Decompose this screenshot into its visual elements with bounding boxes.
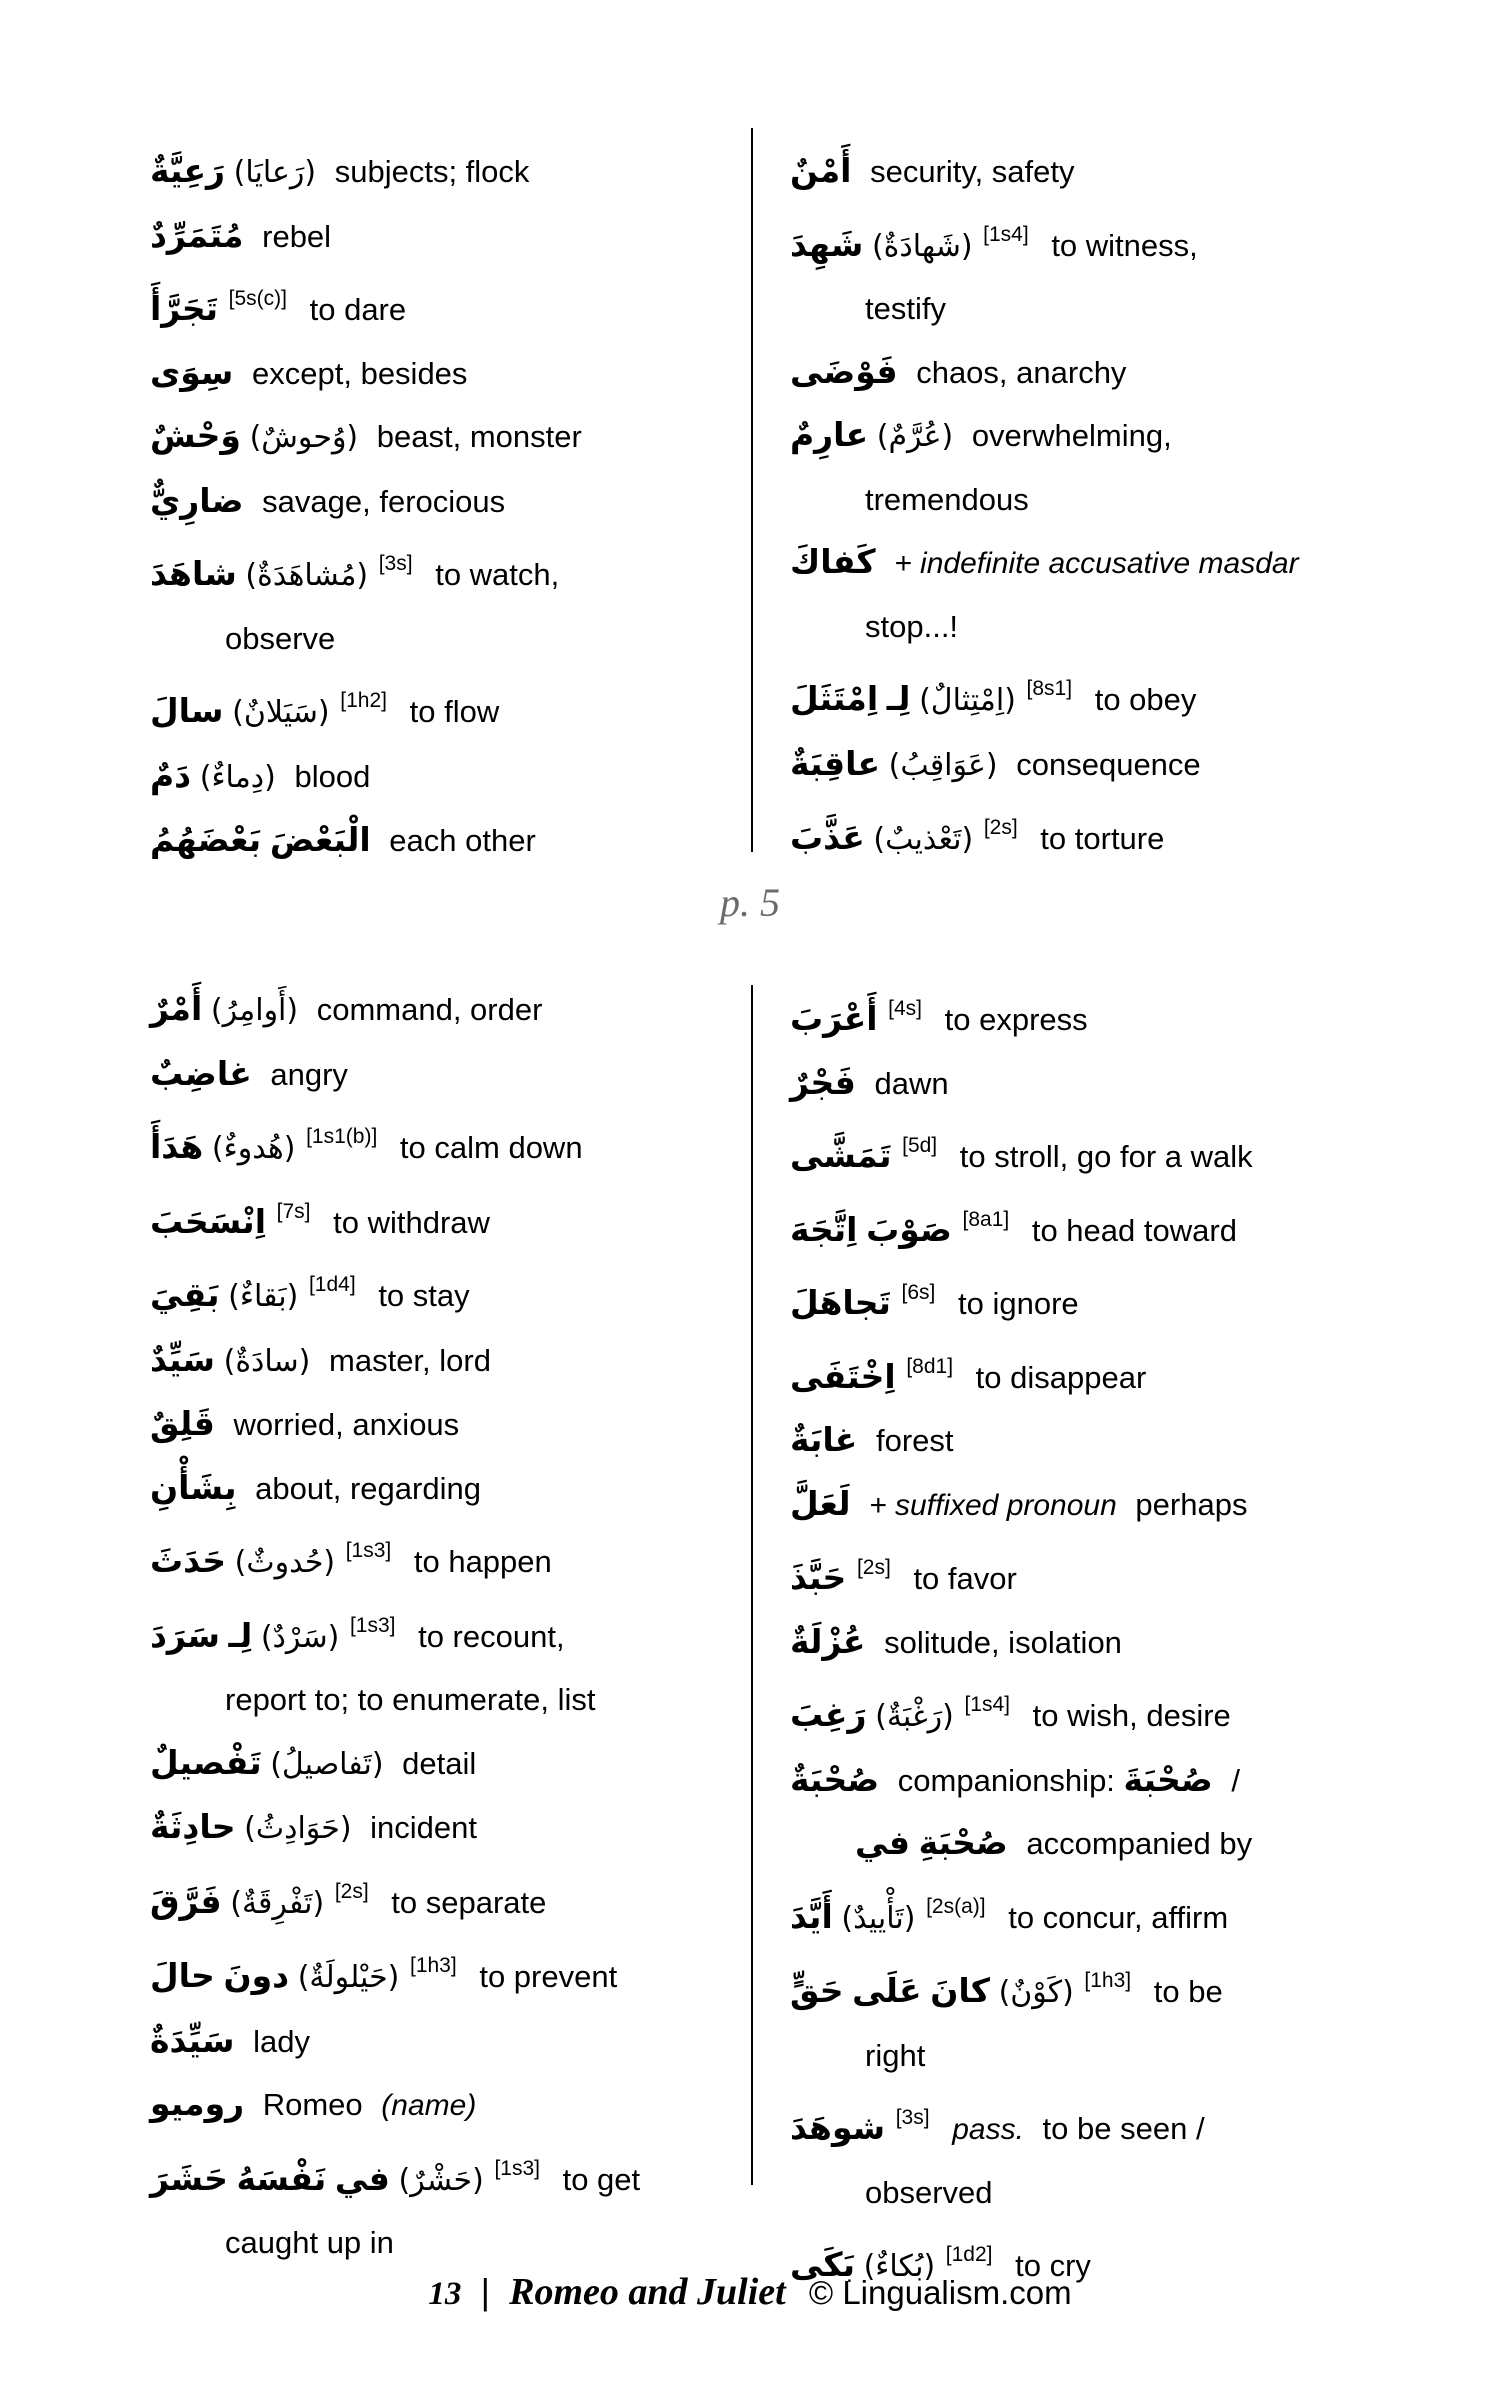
arabic-headword: ضارِيٌّ [150,480,244,520]
arabic-headword: صُحْبَةٌ [790,1759,880,1799]
english-gloss: master, lord [329,1342,491,1378]
english-gloss: overwhelming, [971,418,1172,453]
arabic-headword: كَفاكَ [790,542,876,581]
arabic-plural-paren: (كَوْنٌ) [998,1975,1074,2010]
arabic-headword: شوهَدَ [790,2108,886,2147]
verb-form-tag: [4s] [888,997,923,1020]
arabic-headword: اِتَّجَهَ [790,1209,858,1249]
vocab-entry [150,1732,750,1797]
arabic-plural-paren: (عَوَاقِبُ) [888,747,998,783]
english-gloss: to calm down [399,1130,583,1165]
arabic-headword: اِمْتَثَلَ [790,679,879,718]
vocab-entry [150,1796,750,1861]
arabic-headword: قَلِقٌ [150,1404,215,1443]
arabic-headword: صَوْبَ [866,1209,952,1249]
arabic-headword: أَيَّدَ [790,1896,833,1936]
arabic-headword: رَغِبَ [790,1695,867,1734]
arabic-plural-paren: (تَفاصيلُ) [270,1746,384,1782]
english-gloss: to ignore [958,1286,1079,1321]
vocab-section-1-right-column [790,140,1455,872]
english-gloss: except, besides [252,355,468,391]
arabic-headword: بَعْضَهُمُ [150,820,262,859]
english-gloss: blood [294,758,371,794]
arabic-headword: عَذَّبَ [790,818,865,857]
vocab-entry [790,204,1455,341]
english-gloss: to dare [309,292,407,327]
vocab-entry [150,1457,750,1521]
arabic-headword: في [334,2158,390,2198]
verb-form-tag: [1s4] [964,1693,1010,1716]
arabic-headword: بَقِيَ [150,1275,220,1314]
english-gloss: accompanied by [1026,1826,1253,1861]
copyright-text: © Lingualism.com [808,2274,1072,2311]
english-gloss: to head toward [1031,1212,1237,1248]
verb-form-tag: [2s] [334,1879,369,1903]
vocab-entry [790,1409,1455,1473]
arabic-headword: روميو [150,2084,245,2123]
arabic-plural-paren: (شَهادَةٌ) [871,228,973,264]
english-gloss: angry [270,1056,348,1092]
vocab-entry [150,745,750,810]
verb-form-tag: [1s3] [494,2156,540,2180]
english-gloss: solitude, isolation [884,1624,1122,1660]
vocab-entry [790,2087,1455,2224]
english-gloss: to watch, [435,557,560,592]
arabic-plural-paren: (عُرَّمٌ) [876,419,954,454]
arabic-headword: شاهَدَ [150,554,237,593]
vocab-entry [790,1336,1455,1410]
english-gloss: companionship: [897,1762,1115,1798]
verb-form-tag: [1d2] [945,2243,993,2266]
arabic-headword: بِشَأْنِ [150,1467,237,1507]
arabic-headword: عُزْلَةٌ [790,1621,866,1661]
verb-form-tag: [8a1] [962,1207,1010,1231]
arabic-headword: حَشَرَ [150,2158,228,2198]
vocab-entry [150,1861,750,1936]
vocab-entry [790,1674,1455,1749]
arabic-headword: رَعِيَّةٌ [150,151,226,190]
verb-form-tag: [2s(a)] [926,1894,986,1918]
verb-form-tag: [8s1] [1026,677,1073,700]
arabic-headword: سَرَدَ [150,1615,220,1655]
arabic-headword: غابَةٌ [790,1420,858,1459]
vocab-entry [150,1393,750,1457]
arabic-plural-paren: (هُدوءٌ) [211,1131,296,1166]
vocab-entry [150,1254,750,1329]
vocab-entry [790,341,1455,405]
english-gloss: perhaps [1135,1486,1248,1522]
verb-form-tag: [3s] [378,552,413,575]
arabic-headword: صُحْبَةَ [1123,1759,1213,1799]
arabic-plural-paren: (رَعايَا) [233,155,317,190]
vocab-entry [790,797,1455,872]
verb-form-tag: [5d] [902,1134,938,1157]
english-gloss: tremendous [865,481,1029,517]
vocab-entry [790,733,1455,798]
english-gloss: to separate [391,1884,547,1920]
arabic-headword: اِخْتَفَى [790,1356,896,1396]
arabic-plural-paren: (سادَةٌ) [223,1343,311,1379]
arabic-headword: تَفْصيلٌ [150,1742,262,1782]
arabic-headword: في [855,1823,910,1862]
arabic-plural-paren: (حَشْرٌ) [398,2162,484,2198]
verb-form-tag: [1s3] [349,1613,396,1637]
grammar-note: + indefinite accusative masdar [894,547,1299,580]
english-gloss: dawn [874,1065,949,1101]
vocab-entry [150,2073,750,2138]
arabic-headword: دونَ [223,1956,290,1995]
verb-form-tag: [3s] [895,2106,930,2129]
english-gloss: to be seen / [1042,2111,1205,2146]
arabic-plural-paren: (مُشاهَدَةٌ) [245,558,369,593]
arabic-headword: مُتَمَرِّدٌ [150,215,244,255]
arabic-plural-paren: (تَعْذيبٌ) [873,822,974,857]
vocab-entry [790,1052,1455,1116]
vocab-entry [790,1950,1455,2087]
vocab-entry [150,140,750,205]
english-gloss: to get [562,2161,641,2197]
english-gloss: to recount, [418,1618,565,1654]
english-gloss: forest [875,1423,954,1458]
vocab-entry [150,1181,750,1255]
verb-form-tag: [7s] [276,1199,311,1223]
vocab-entry [150,1935,750,2010]
arabic-headword: أَمْنٌ [790,151,852,190]
verb-form-tag: [1s3] [345,1539,392,1562]
vocab-entry [790,1749,1455,1876]
arabic-plural-paren: (بَقاءٌ) [228,1279,299,1314]
arabic-headword: كانَ [930,1971,990,2010]
vocab-entry [150,470,750,534]
vocab-entry [150,978,750,1043]
verb-form-tag: [1h2] [340,689,387,712]
vocab-entry [150,1329,750,1394]
footer-separator: | [480,2271,490,2312]
arabic-headword: أَعْرَبَ [790,999,878,1038]
arabic-headword: سَيِّدٌ [150,1339,215,1379]
vocab-entry [150,405,750,470]
verb-form-tag: [1h3] [1084,1969,1132,1992]
english-gloss: stop...! [865,608,959,644]
vocab-entry [790,531,1455,658]
verb-form-tag: [2s] [856,1556,891,1579]
arabic-headword: حَبَّذَ [790,1558,847,1597]
arabic-plural-paren: (حَوَادِثُ) [244,1811,352,1846]
arabic-headword: اِنْسَحَبَ [150,1201,266,1241]
english-gloss: testify [865,291,946,326]
arabic-headword: حَقٍّ [790,1971,844,2010]
arabic-headword: سالَ [150,691,224,730]
vocab-entry [150,342,750,406]
arabic-headword: تَجَرَّأَ [150,289,219,328]
english-gloss: observed [865,2174,993,2210]
english-gloss: rebel [262,218,332,254]
column-divider [751,985,753,2185]
grammar-note: + suffixed pronoun [869,1488,1117,1522]
vocab-entry [790,1473,1455,1538]
arabic-headword: لِـ [886,679,911,718]
arabic-plural-paren: (رَغْبَةٌ) [875,1699,954,1734]
arabic-headword: غاضِبٌ [150,1053,252,1093]
vocab-entry [790,1876,1455,1951]
arabic-headword: تَمَشَّى [790,1136,892,1175]
arabic-headword: لِـ [228,1615,253,1655]
arabic-headword: شَهِدَ [790,224,864,264]
english-gloss: security, safety [870,154,1075,189]
arabic-plural-paren: (وُحوشٌ) [249,420,359,455]
vocab-entry [790,978,1455,1052]
english-gloss: lady [253,2023,310,2059]
english-gloss: to express [944,1002,1088,1037]
vocab-entry [790,1262,1455,1336]
arabic-headword: فَوْضَى [790,351,898,391]
verb-form-tag: [1s4] [983,222,1029,246]
arabic-plural-paren: (اِمْتِثالٌ) [919,683,1016,718]
arabic-headword: فَرَّقَ [150,1881,222,1921]
english-gloss: to obey [1094,682,1197,717]
arabic-headword: لَعَلَّ [790,1483,851,1523]
english-gloss: incident [370,1810,478,1845]
vocab-section-2-right-column [790,978,1455,2299]
english-gloss: subjects; flock [334,154,530,189]
arabic-plural-paren: (أَوامِرُ) [210,993,299,1028]
verb-form-tag: [2s] [983,816,1018,839]
arabic-plural-paren: (تَأْييدٌ) [841,1900,916,1936]
arabic-plural-paren: (دِماءٌ) [199,759,276,795]
arabic-headword: وَحْشٌ [150,416,241,455]
english-gloss: to favor [913,1561,1017,1596]
english-gloss: to torture [1040,821,1165,856]
vocab-entry [150,268,750,342]
vocab-entry [150,670,750,745]
arabic-headword: عَلَى [852,1971,922,2010]
vocab-entry [150,2138,750,2275]
arabic-headword: أَمْرٌ [150,989,203,1028]
arabic-headword: بَكَى [790,2245,855,2284]
arabic-plural-paren: (سَيَلانٌ) [232,695,330,730]
arabic-headword: نَفْسَهُ [236,2158,327,2198]
vocab-entry [150,1595,750,1732]
arabic-headword: عارِمٌ [790,415,869,454]
english-gloss: chaos, anarchy [916,354,1127,390]
arabic-headword: الْبَعْضَ [269,820,371,859]
vocab-entry [790,1115,1455,1189]
english-gloss: consequence [1016,746,1201,782]
english-gloss: caught up in [225,2225,394,2260]
vocab-section-1-left-column [150,140,750,873]
english-gloss: to flow [409,694,500,729]
verb-form-tag: [5s(c)] [228,287,287,310]
english-gloss: to stay [378,1278,470,1313]
arabic-plural-paren: (حُدوثٌ) [234,1545,336,1580]
arabic-headword: هَدَأَ [150,1127,204,1166]
vocab-entry [150,1043,750,1107]
english-gloss: observe [225,620,336,656]
english-gloss: to cry [1015,2248,1091,2283]
vocab-entry [150,205,750,269]
english-gloss: to concur, affirm [1008,1899,1229,1935]
vocab-entry [150,1520,750,1595]
arabic-headword: سِوَى [150,352,234,392]
english-gloss: report to; to enumerate, list [225,1682,596,1717]
english-gloss: to happen [413,1544,552,1579]
arabic-headword: حَدَثَ [150,1541,227,1580]
arabic-headword: حادِثَةٌ [150,1807,236,1846]
book-title: Romeo and Juliet [509,2271,786,2313]
english-gloss: to be [1153,1974,1223,2009]
english-gloss: to prevent [479,1959,618,1994]
english-gloss: to stroll, go for a walk [959,1139,1253,1174]
verb-form-tag: [6s] [901,1281,936,1304]
vocab-entry [150,809,750,873]
page-ref-heading: p. 5 [720,880,780,925]
english-gloss: to withdraw [333,1204,490,1240]
vocab-entry [150,1106,750,1181]
vocab-entry [790,658,1455,733]
english-gloss: about, regarding [255,1470,481,1506]
verb-form-tag: [1h3] [409,1954,457,1977]
vocab-entry [790,140,1455,204]
arabic-headword: تَجاهَلَ [790,1283,891,1322]
english-gloss: Romeo [262,2087,363,2122]
arabic-headword: فَجْرٌ [790,1062,856,1102]
vocab-entry [150,2010,750,2074]
arabic-plural-paren: (سَرْدٌ) [260,1619,340,1655]
arabic-headword: عاقِبَةٌ [790,743,881,783]
english-gloss: worried, anxious [233,1407,460,1442]
english-gloss: command, order [316,992,543,1027]
vocab-entry [150,533,750,670]
arabic-headword: صُحْبَةِ [918,1823,1008,1862]
column-divider [751,128,753,852]
arabic-plural-paren: (حَيْلولَةٌ) [297,1960,400,1995]
arabic-headword: حالَ [150,1956,215,1995]
vocab-entry [790,1537,1455,1611]
english-gloss: to witness, [1051,227,1198,263]
vocab-entry [790,404,1455,531]
verb-form-tag: [1s1(b)] [306,1125,378,1148]
grammar-note: pass. [952,2113,1024,2146]
arabic-plural-paren: (بُكاءٌ) [863,2249,936,2284]
english-gloss: detail [402,1745,477,1781]
english-gloss: beast, monster [376,419,582,454]
arabic-plural-paren: (تَفْرِقَةٌ) [230,1885,325,1921]
vocab-section-2-left-column [150,978,750,2275]
english-gloss: / [1231,1762,1240,1798]
verb-form-tag: [8d1] [906,1354,954,1378]
arabic-headword: سَيِّدَةٌ [150,2020,235,2060]
english-gloss: savage, ferocious [262,483,506,519]
english-gloss: right [865,2037,926,2073]
arabic-headword: دَمٌ [150,755,192,795]
vocab-entry [790,1189,1455,1263]
page-footer [0,2266,1500,2320]
english-gloss: each other [389,823,536,858]
vocab-entry [790,1611,1455,1675]
grammar-note: (name) [381,2089,477,2122]
page-number: 13 [428,2276,462,2312]
english-gloss: to disappear [975,1359,1147,1395]
verb-form-tag: [1d4] [308,1273,356,1296]
english-gloss: to wish, desire [1032,1698,1231,1733]
